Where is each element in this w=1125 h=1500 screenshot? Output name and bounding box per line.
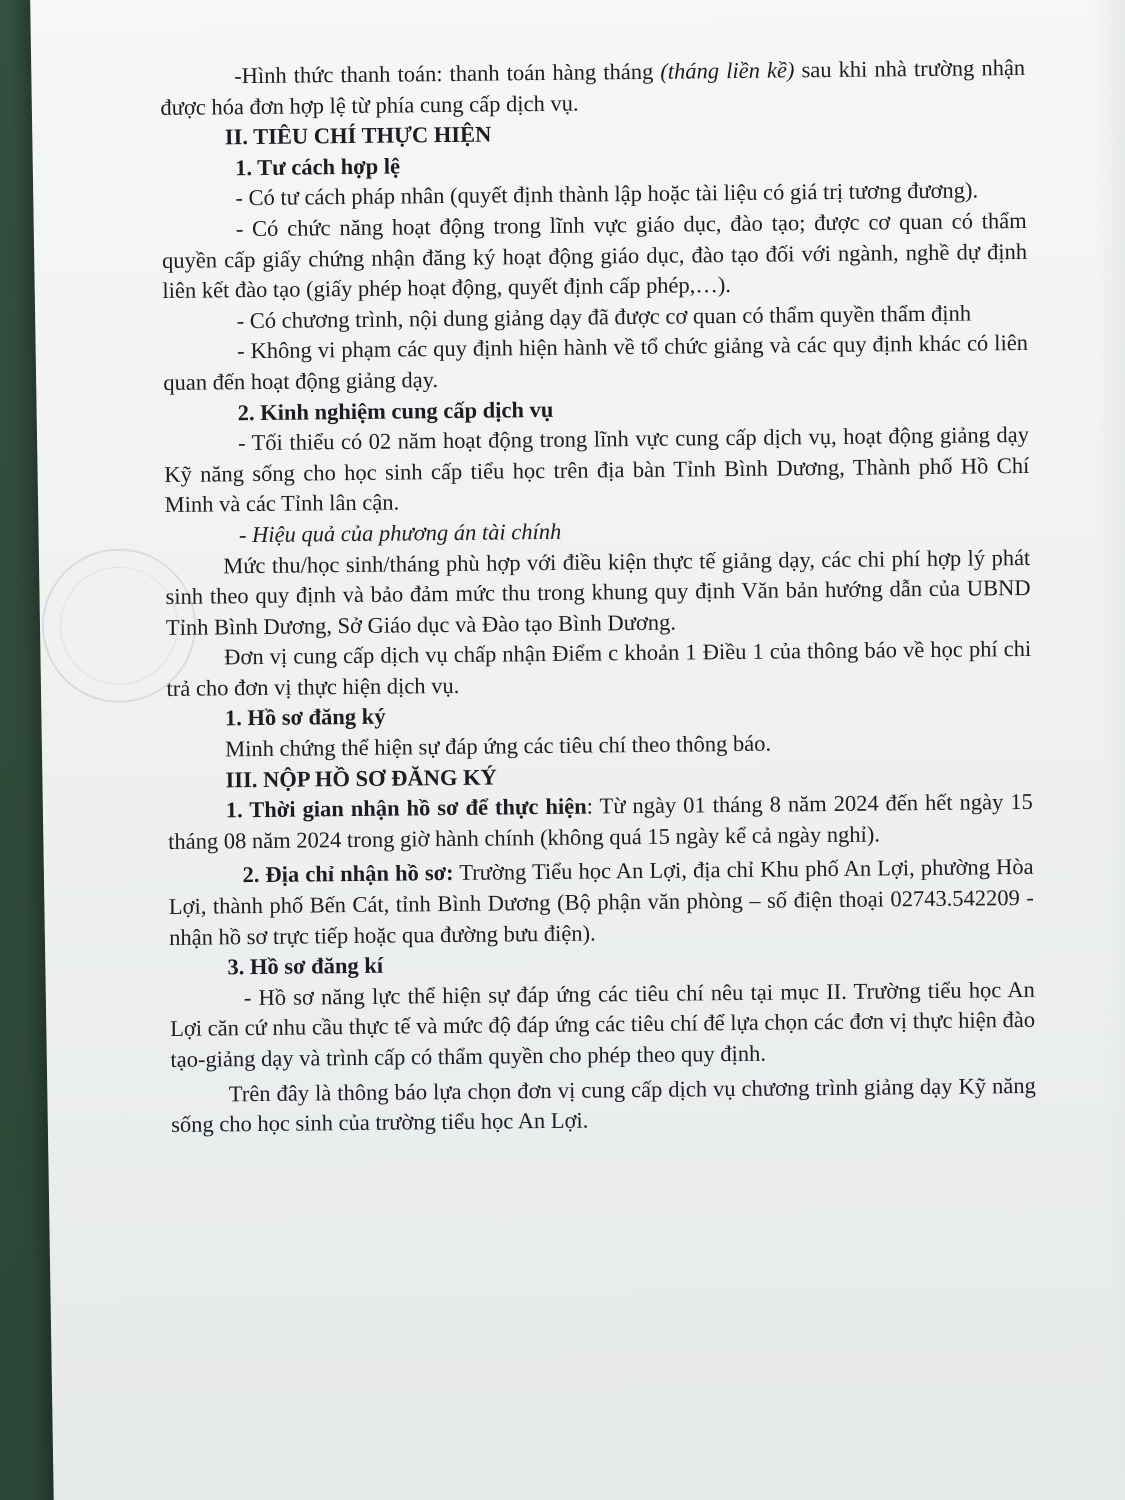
registration-paragraph: - Hồ sơ năng lực thể hiện sự đáp ứng các tiêu chí nêu tại mục II. Trường tiểu học An Lợi căn cứ nhu cầu thực tế và mức độ đáp ứng các tiêu chí để lựa chọn các đơn vị thực hiện đào tạo-giảng dạy và trình cấp có thẩm quyền cho phép theo quy định. [169, 976, 1036, 1072]
closing-paragraph: Trên đây là thông báo lựa chọn đơn vị cung cấp dịch vụ chương trình giảng dạy Kỹ năng sống cho học sinh của trường tiểu học An Lợi. [170, 1072, 1036, 1138]
experience-item: - Tối thiểu có 02 năm hoạt động trong lĩnh vực cung cấp dịch vụ, hoạt động giảng dạy Kỹ năng sống cho học sinh cấp tiểu học trên địa bàn Tỉnh Bình Dương, Thành phố Hồ Chí Minh và các Tỉnh lân cận. [164, 422, 1030, 518]
paper-edge-shadow [1090, 0, 1125, 1473]
dossier-heading: 1. Hồ sơ đăng ký [224, 704, 386, 731]
receipt-time-paragraph [168, 787, 1034, 857]
receipt-address-paragraph [168, 852, 1034, 953]
receipt-address-label: 2. Địa chỉ nhận hồ sơ: [242, 860, 454, 888]
subsection-2-2-heading: 2. Kinh nghiệm cung cấp dịch vụ [237, 396, 554, 425]
criteria-item-3: - Có chương trình, nội dung giảng dạy đã được cơ quan có thẩm quyền thẩm định [236, 300, 972, 333]
receipt-time-label: 1. Thời gian nhận hồ sơ để thực hiện [225, 793, 587, 823]
section-3-heading: III. NỘP HỒ SƠ ĐĂNG KÝ [225, 764, 497, 793]
dossier-paragraph: Minh chứng thể hiện sự đáp ứng các tiêu chí theo thông báo. [225, 730, 772, 762]
payment-paragraph [160, 53, 1026, 123]
receipt-time-text: : Từ ngày 01 tháng 8 năm 2024 đến hết ngày 15 tháng 08 năm 2024 trong giờ hành chính (không quá 15 ngày kể cả ngày nghỉ). [168, 789, 1033, 854]
payment-italic-text: (tháng liền kề) [660, 57, 795, 84]
section-2-heading: II. TIÊU CHÍ THỰC HIỆN [224, 121, 492, 150]
finance-heading: - Hiệu quả của phương án tài chính [238, 518, 562, 548]
payment-text-end: sau khi nhà trường nhận được hóa đơn hợp lệ từ phía cung cấp dịch vụ. [160, 54, 1026, 120]
document-body [160, 53, 1036, 1141]
criteria-item-2: - Có chức năng hoạt động trong lĩnh vực giáo dục, đào tạo; được cơ quan có thẩm quyền cấp giấy chứng nhận đăng ký hoạt động giáo dục, đào tạo đối với ngành, nghề dự định liên kết đào tạo (giấy phép hoạt động, quyết định cấp phép,…). [161, 207, 1028, 304]
subsection-3-3-heading: 3. Hồ sơ đăng kí [227, 952, 384, 980]
acceptance-paragraph: Đơn vị cung cấp dịch vụ chấp nhận Điểm c khoản 1 Điều 1 của thông báo về học phí chi trả cho đơn vị thực hiện dịch vụ. [166, 636, 1032, 701]
finance-paragraph: Mức thu/học sinh/tháng phù hợp với điều kiện thực tế giảng dạy, các chi phí hợp lý phát sinh theo quy định và bảo đảm mức thu trong khung quy định Văn bản hướng dẫn của UBND Tỉnh Bình Dương, Sở Giáo dục và Đào tạo Bình Dương. [165, 544, 1031, 640]
receipt-address-text: Trường Tiểu học An Lợi, địa chỉ Khu phố An Lợi, phường Hòa Lợi, thành phố Bến Cát, tỉnh Bình Dương (Bộ phận văn phòng – số điện thoại 02743.542209 - nhận hồ sơ trực tiếp hoặc qua đường bưu điện). [168, 854, 1034, 950]
payment-text: -Hình thức thanh toán: thanh toán hàng tháng [234, 58, 661, 89]
subsection-2-1-heading: 1. Tư cách hợp lệ [234, 153, 401, 180]
criteria-item-1: - Có tư cách pháp nhân (quyết định thành lập hoặc tài liệu có giá trị tương đương). [235, 177, 979, 211]
criteria-item-4: - Không vi phạm các quy định hiện hành về tổ chức giảng và các quy định khác có liên quan đến hoạt động giảng dạy. [163, 330, 1029, 395]
